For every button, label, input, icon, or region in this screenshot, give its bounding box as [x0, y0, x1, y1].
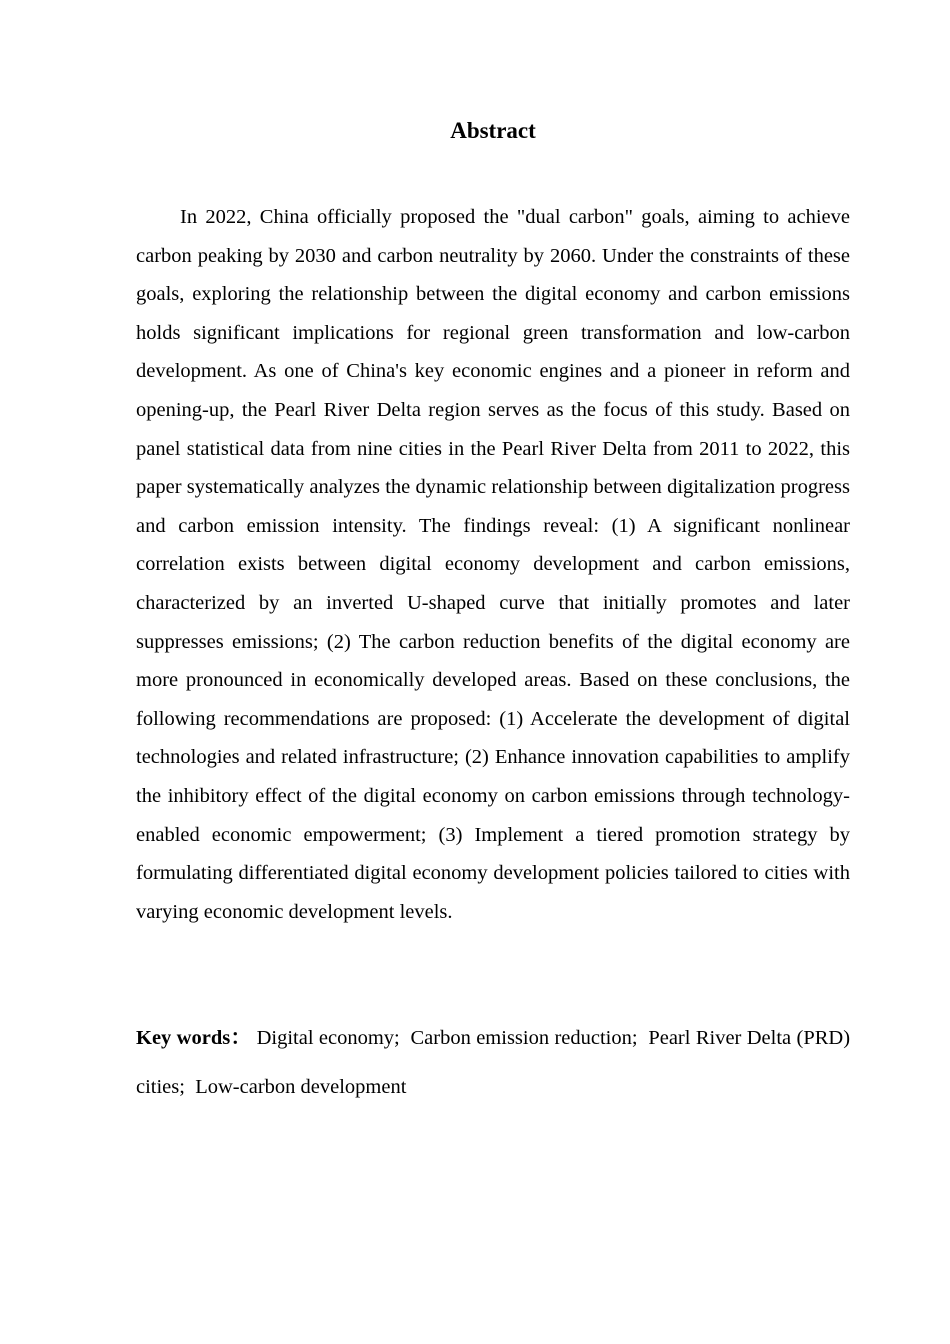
- keywords-label: Key words：: [136, 1027, 252, 1049]
- keyword-item: Digital economy;: [256, 1027, 400, 1049]
- keywords-line: [136, 1014, 850, 1112]
- abstract-paragraph: In 2022, China officially proposed the "dual carbon" goals, aiming to achieve carbon peaking by 2030 and carbon neutrality by 2060. Under the constraints of these goals, exploring the relationship between the digital economy and carbon emissions holds significant implications for regional green transformation and low-carbon development. As one of China's key economic engines and a pioneer in reform and opening-up, the Pearl River Delta region serves as the focus of this study. Based on panel statistical data from nine cities in the Pearl River Delta from 2011 to 2022, this paper systematically analyzes the dynamic relationship between digitalization progress and carbon emission intensity. The findings reveal: (1) A significant nonlinear correlation exists between digital economy development and carbon emissions, characterized by an inverted U-shaped curve that initially promotes and later suppresses emissions; (2) The carbon reduction benefits of the digital economy are more pronounced in economically developed areas. Based on these conclusions, the following recommendations are proposed: (1) Accelerate the development of digital technologies and related infrastructure; (2) Enhance innovation capabilities to amplify the inhibitory effect of the digital economy on carbon emissions through technology-enabled economic empowerment; (3) Implement a tiered promotion strategy by formulating differentiated digital economy development policies tailored to cities with varying economic development levels.: [136, 206, 850, 923]
- keyword-item: Carbon emission reduction;: [410, 1027, 638, 1049]
- abstract-title: Abstract: [450, 118, 536, 143]
- keyword-item: Low-carbon development: [195, 1076, 407, 1098]
- keyword-item: Pearl River Delta (PRD) cities;: [136, 1027, 851, 1098]
